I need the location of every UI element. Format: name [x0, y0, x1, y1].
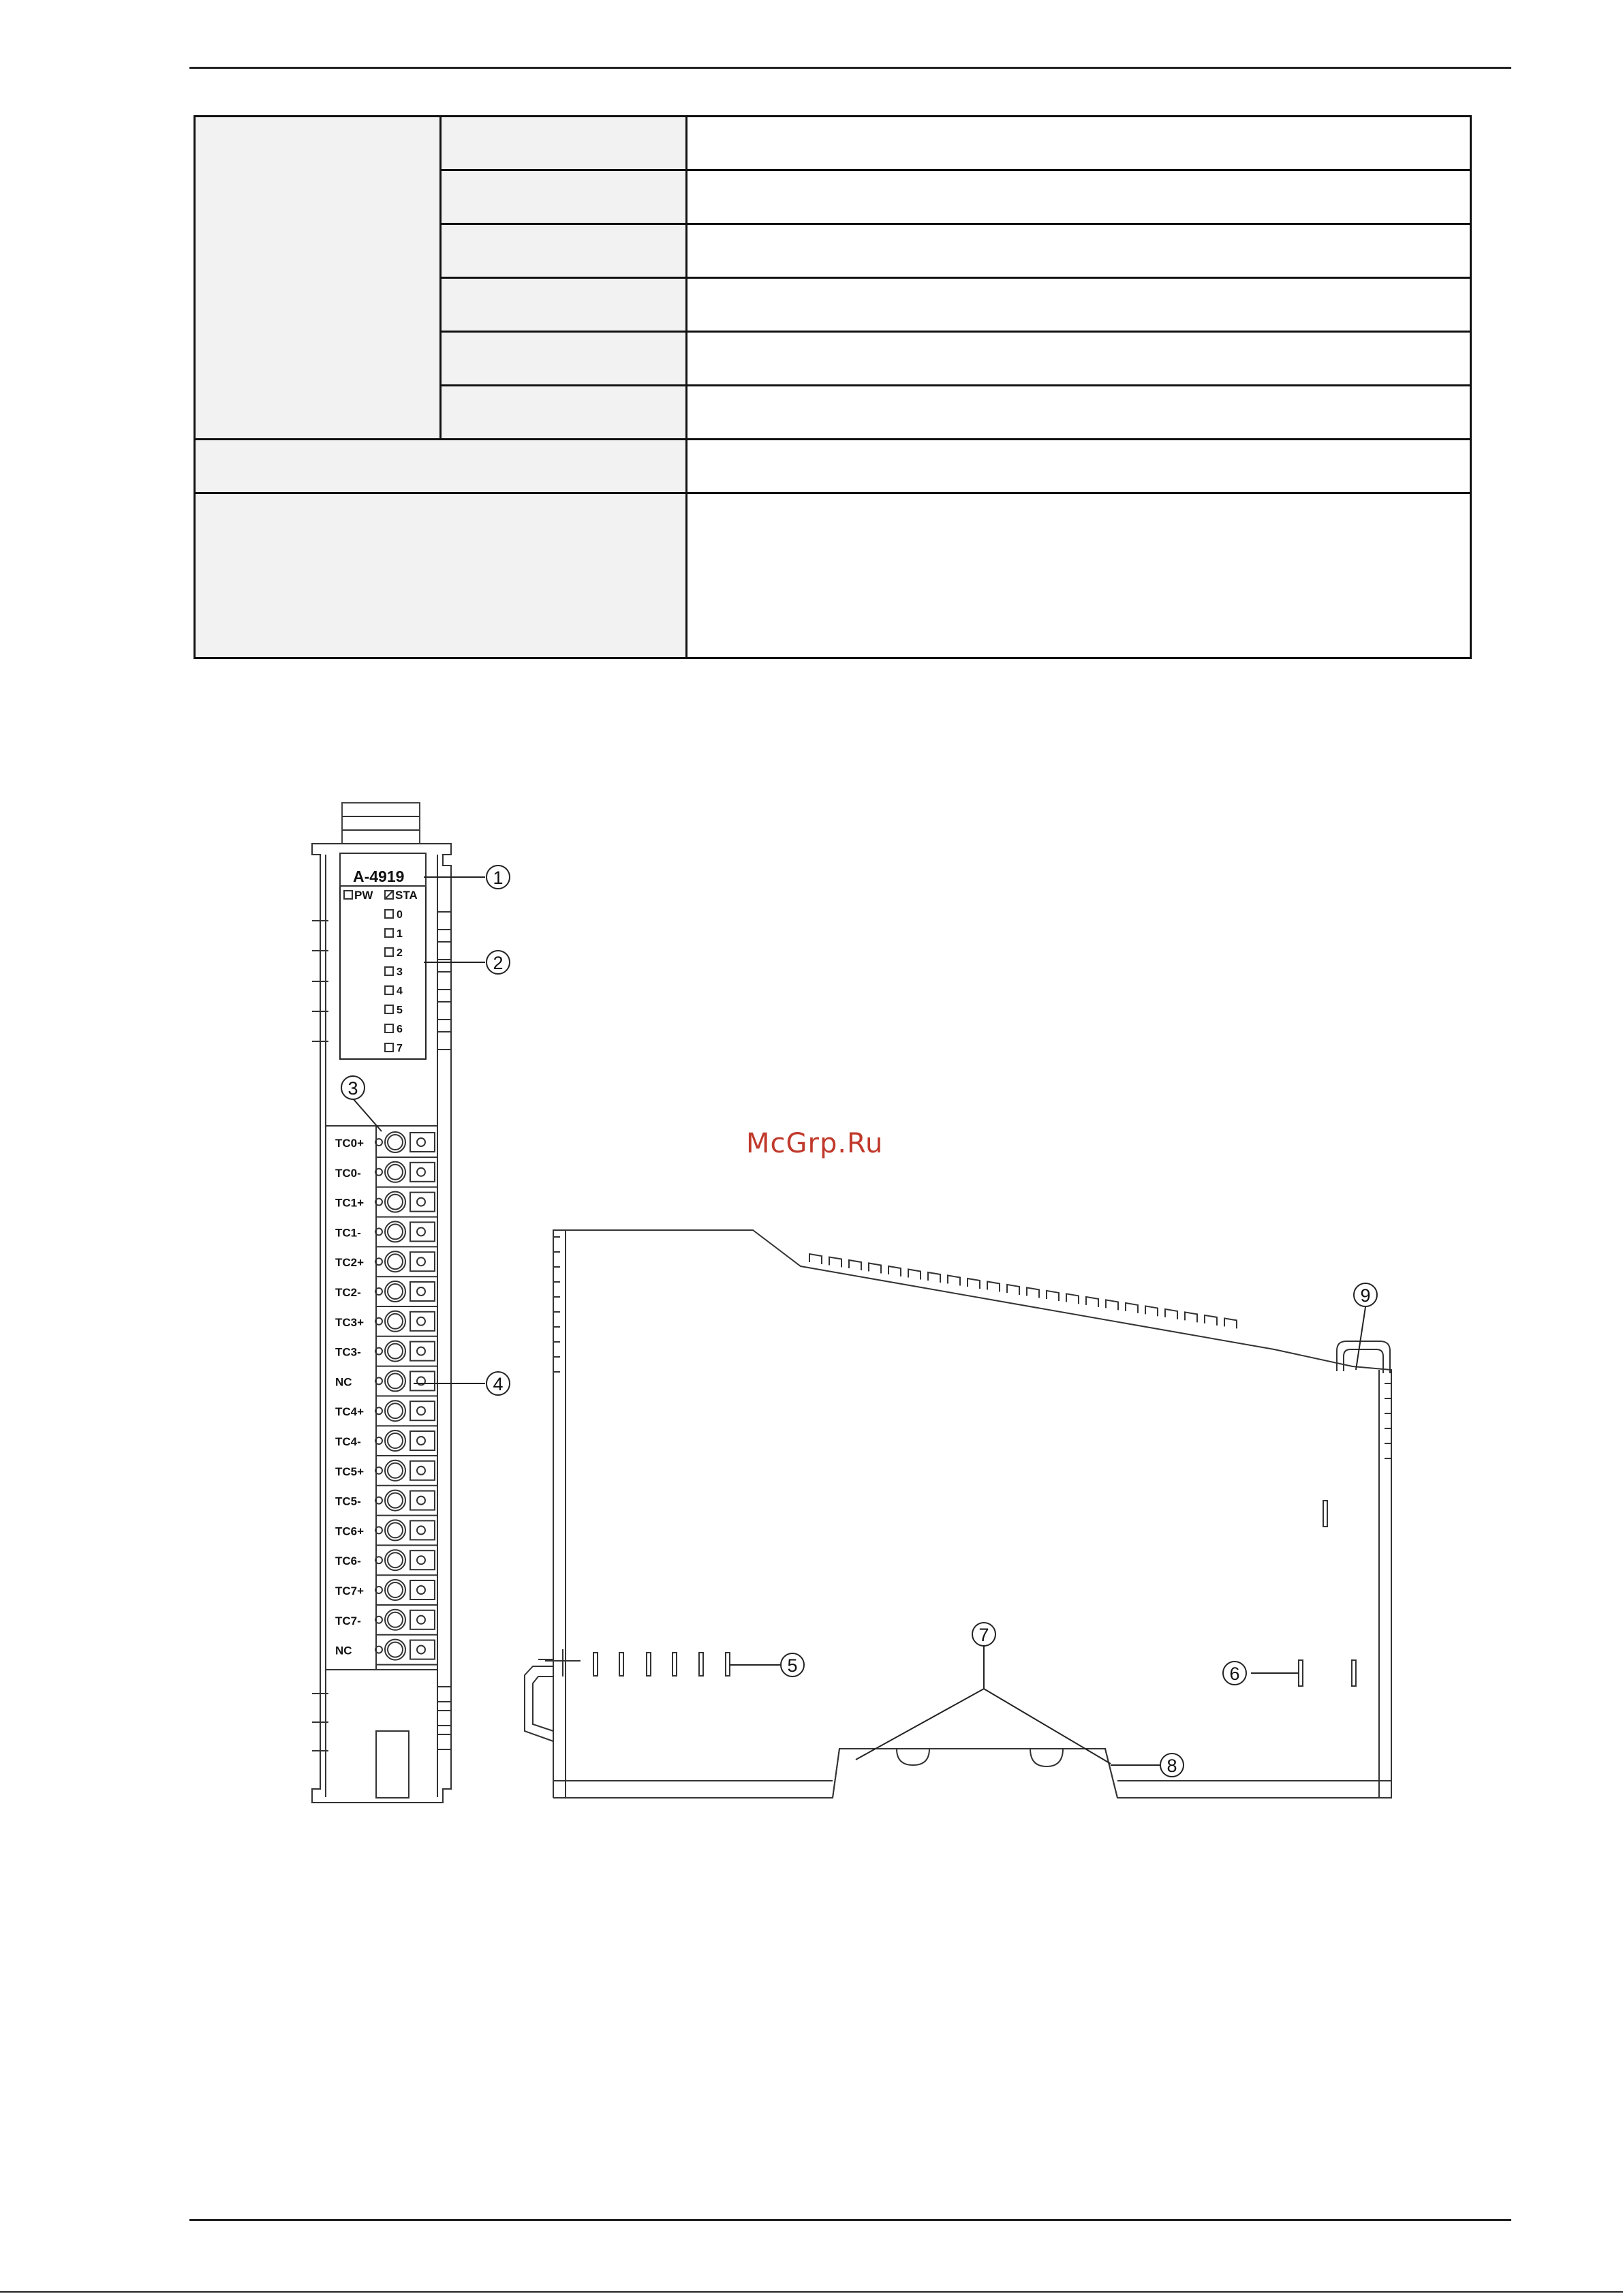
ridge [1047, 1291, 1059, 1301]
value-cell [687, 493, 1471, 658]
ridge [1066, 1294, 1079, 1304]
terminal-label: TC4+ [335, 1405, 365, 1419]
terminal-release-icon [417, 1257, 425, 1266]
spec-table [194, 115, 1472, 659]
callout-number: 7 [978, 1625, 989, 1645]
value-cell [687, 386, 1471, 440]
terminal-label: TC6+ [335, 1525, 365, 1538]
ridge [869, 1263, 881, 1273]
terminal-spring-clamp [410, 1610, 435, 1629]
terminal-label: TC5- [335, 1495, 361, 1508]
terminal-release-icon [417, 1407, 425, 1415]
ridge [908, 1269, 921, 1279]
channel-led-label: 7 [397, 1043, 403, 1054]
terminal-label: TC7+ [335, 1585, 365, 1597]
terminal-label: TC3- [335, 1345, 361, 1359]
terminal-spring-clamp [410, 1133, 435, 1152]
ridge [829, 1257, 841, 1267]
terminal-label: TC6- [335, 1555, 361, 1568]
terminal-screw-inner [388, 1403, 403, 1418]
terminal-release-icon [417, 1646, 425, 1654]
terminal-label: NC [335, 1644, 352, 1657]
channel-led-icon [385, 967, 393, 975]
terminal-label: TC4- [335, 1435, 361, 1448]
terminal-release-icon [417, 1437, 425, 1445]
ridge [1205, 1315, 1217, 1326]
terminal-screw-inner [388, 1373, 403, 1388]
terminal-screw-inner [388, 1433, 403, 1448]
callout-number: 4 [493, 1374, 504, 1394]
channel-led-label: 4 [397, 985, 403, 997]
callout-number: 9 [1360, 1285, 1371, 1306]
terminal-spring-clamp [410, 1371, 435, 1390]
terminal-spring-clamp [410, 1401, 435, 1420]
callout-number: 8 [1166, 1756, 1177, 1776]
label-cell [195, 440, 687, 493]
terminal-screw-inner [388, 1522, 403, 1537]
terminal-spring-clamp [410, 1252, 435, 1271]
terminal-spring-clamp [410, 1461, 435, 1480]
terminal-spring-clamp [410, 1193, 435, 1212]
terminal-screw-inner [388, 1642, 403, 1657]
channel-led-icon [385, 929, 393, 937]
ridge [888, 1266, 901, 1276]
value-cell [687, 224, 1471, 278]
housing-ridges [809, 1254, 1237, 1328]
callout-number: 1 [493, 868, 504, 888]
terminal-screw-inner [388, 1493, 403, 1508]
channel-led-icon [385, 1043, 393, 1052]
terminal-label: TC0- [335, 1166, 361, 1180]
ridge [1086, 1297, 1098, 1307]
ridge [1165, 1309, 1177, 1319]
watermark: McGrp.Ru [746, 1128, 884, 1159]
terminal-label: TC5+ [335, 1465, 365, 1478]
terminal-screw-inner [388, 1284, 403, 1299]
channel-led-label: 2 [397, 947, 403, 959]
value-cell [687, 170, 1471, 224]
callout-number: 5 [787, 1655, 798, 1676]
terminal-spring-clamp [410, 1580, 435, 1599]
side-view [525, 1230, 1391, 1798]
led-label-pw: PW [354, 889, 373, 902]
front-view [312, 803, 451, 1803]
channel-led-icon [385, 1024, 393, 1032]
terminal-spring-clamp [410, 1282, 435, 1301]
table-row [195, 440, 1471, 493]
terminal-label: TC1+ [335, 1196, 365, 1210]
channel-led-icon [385, 1005, 393, 1013]
terminal-release-icon [417, 1616, 425, 1624]
ridge [1185, 1312, 1197, 1322]
terminal-screw-inner [388, 1135, 403, 1150]
channel-led-icon [385, 948, 393, 956]
terminal-release-icon [417, 1138, 425, 1146]
group-cell [195, 117, 441, 440]
channel-led-label: 5 [397, 1005, 403, 1016]
ridge [1027, 1287, 1039, 1298]
value-cell [687, 278, 1471, 332]
table-row [195, 117, 1471, 170]
ridge [1007, 1285, 1019, 1295]
callout-number: 3 [347, 1078, 358, 1099]
channel-led-label: 1 [397, 928, 403, 940]
terminal-list [335, 1132, 437, 1665]
channel-led-list [385, 909, 403, 1054]
channel-led-icon [385, 986, 393, 994]
table-row [195, 493, 1471, 658]
channel-led-label: 3 [397, 966, 403, 978]
terminal-release-icon [417, 1227, 425, 1236]
callout-number: 6 [1229, 1664, 1240, 1684]
channel-led-label: 0 [397, 909, 403, 921]
terminal-release-icon [417, 1556, 425, 1564]
label-cell [441, 386, 687, 440]
terminal-label: NC [335, 1375, 352, 1389]
ridge [968, 1279, 980, 1289]
terminal-spring-clamp [410, 1520, 435, 1540]
terminal-release-icon [417, 1317, 425, 1326]
led-label-sta: STA [395, 889, 418, 902]
left-notches [553, 1237, 560, 1372]
terminal-label: TC1- [335, 1226, 361, 1240]
model-label: A-4919 [353, 868, 405, 885]
ridge [1145, 1306, 1158, 1316]
terminal-label: TC2+ [335, 1256, 365, 1270]
label-cell [195, 493, 687, 658]
right-notches [1385, 1383, 1391, 1458]
terminal-screw-inner [388, 1254, 403, 1269]
callout-number: 2 [493, 953, 504, 973]
label-cell [441, 224, 687, 278]
module-drawing [0, 784, 1623, 1820]
terminal-spring-clamp [410, 1550, 435, 1570]
terminal-release-icon [417, 1347, 425, 1356]
terminal-release-icon [417, 1467, 425, 1475]
footer-rule [189, 2219, 1511, 2221]
terminal-spring-clamp [410, 1640, 435, 1659]
terminal-spring-clamp [410, 1431, 435, 1450]
terminal-screw-inner [388, 1314, 403, 1329]
terminal-screw-inner [388, 1344, 403, 1359]
terminal-screw-inner [388, 1552, 403, 1567]
callouts [341, 866, 1377, 1777]
terminal-release-icon [417, 1586, 425, 1594]
terminal-screw-inner [388, 1165, 403, 1180]
terminal-spring-clamp [410, 1163, 435, 1182]
channel-led-label: 6 [397, 1024, 403, 1035]
terminal-spring-clamp [410, 1342, 435, 1361]
ridge [809, 1254, 822, 1264]
terminal-spring-clamp [410, 1491, 435, 1510]
terminal-screw-inner [388, 1582, 403, 1597]
terminal-screw-inner [388, 1195, 403, 1210]
ridge [849, 1260, 861, 1270]
terminal-label: TC7- [335, 1614, 361, 1627]
terminal-screw-inner [388, 1463, 403, 1478]
channel-led-icon [385, 910, 393, 918]
label-cell [441, 278, 687, 332]
value-cell [687, 117, 1471, 170]
terminal-label: TC2- [335, 1286, 361, 1299]
terminal-spring-clamp [410, 1312, 435, 1331]
terminal-release-icon [417, 1198, 425, 1206]
terminal-release-icon [417, 1497, 425, 1505]
ridge [948, 1275, 960, 1285]
terminal-release-icon [417, 1287, 425, 1296]
ridge [1106, 1300, 1118, 1310]
page-bottom-rule [0, 2291, 1623, 2293]
label-cell [441, 332, 687, 386]
label-cell [441, 117, 687, 170]
ridge [987, 1281, 1000, 1291]
terminal-label: TC3+ [335, 1315, 365, 1329]
value-cell [687, 440, 1471, 493]
header-rule [189, 67, 1511, 69]
terminal-release-icon [417, 1526, 425, 1534]
ridge [1224, 1318, 1237, 1328]
value-cell [687, 332, 1471, 386]
terminal-screw-inner [388, 1224, 403, 1239]
ridge [928, 1272, 940, 1283]
terminal-release-icon [417, 1168, 425, 1176]
terminal-screw-inner [388, 1612, 403, 1627]
ridge [1126, 1303, 1138, 1313]
terminal-label: TC0+ [335, 1137, 365, 1150]
terminal-spring-clamp [410, 1222, 435, 1241]
label-cell [441, 170, 687, 224]
